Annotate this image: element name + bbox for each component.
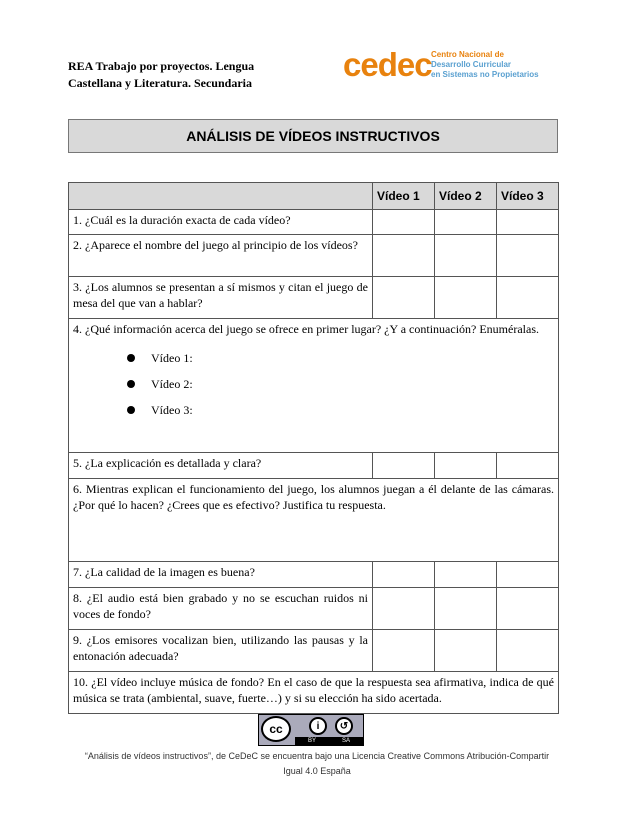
analysis-table <box>68 182 559 714</box>
table-row <box>69 277 559 319</box>
question-8: 8. ¿El audio está bien grabado y no se escuchan ruidos ni voces de fondo? <box>69 588 373 630</box>
logo-word: cedec <box>343 46 432 83</box>
answer-cell[interactable] <box>497 453 559 479</box>
logo-line-1: Centro Nacional de <box>431 50 504 59</box>
cedec-logo <box>343 48 543 88</box>
answer-cell[interactable] <box>373 210 435 235</box>
question-4-cell[interactable] <box>69 319 559 453</box>
question-10[interactable]: 10. ¿El vídeo incluye música de fondo? En el caso de que la respuesta sea afirmativa, indica de qué música se trata (ambiental, suave, fuerte…) y si su elección ha sido acertada. <box>69 672 559 714</box>
col-header-video-2: Vídeo 2 <box>435 183 497 210</box>
by-person-icon: i <box>309 717 327 735</box>
table-row <box>69 562 559 588</box>
question-1: 1. ¿Cuál es la duración exacta de cada vídeo? <box>69 210 373 235</box>
bullet-label: Vídeo 2: <box>151 377 193 391</box>
answer-cell[interactable] <box>435 235 497 277</box>
table-row <box>69 672 559 714</box>
answer-cell[interactable] <box>373 588 435 630</box>
table-row <box>69 319 559 453</box>
table-row <box>69 479 559 562</box>
cc-icon: cc <box>261 716 291 742</box>
bullet-list <box>127 345 554 423</box>
bullet-label: Vídeo 1: <box>151 351 193 365</box>
share-alike-icon: ↺ <box>335 717 353 735</box>
logo-line-3: en Sistemas no Propietarios <box>431 70 539 79</box>
answer-cell[interactable] <box>373 453 435 479</box>
question-6[interactable]: 6. Mientras explican el funcionamiento del juego, los alumnos juegan a él delante de las cámaras. ¿Por qué lo hacen? ¿Crees que es efectivo? Justifica tu respuesta. <box>69 479 559 562</box>
license-bar <box>295 737 363 745</box>
question-4: 4. ¿Qué información acerca del juego se ofrece en primer lugar? ¿Y a continuación? Enuméralas. <box>73 322 539 336</box>
by-label: BY <box>307 738 316 744</box>
bullet-icon <box>127 354 135 362</box>
document-header: REA Trabajo por proyectos. Lengua Castellana y Literatura. Secundaria <box>68 59 255 90</box>
cc-license-badge[interactable] <box>258 714 364 746</box>
question-7: 7. ¿La calidad de la imagen es buena? <box>69 562 373 588</box>
col-header-video-3: Vídeo 3 <box>497 183 559 210</box>
answer-cell[interactable] <box>497 235 559 277</box>
table-row <box>69 235 559 277</box>
sa-label: SA <box>341 738 350 744</box>
logo-subtitle <box>431 50 539 80</box>
answer-cell[interactable] <box>373 277 435 319</box>
answer-cell[interactable] <box>435 562 497 588</box>
page-title: ANÁLISIS DE VÍDEOS INSTRUCTIVOS <box>68 119 558 153</box>
table-row <box>69 453 559 479</box>
license-footer <box>58 749 576 779</box>
answer-cell[interactable] <box>373 562 435 588</box>
col-header-video-1: Vídeo 1 <box>373 183 435 210</box>
answer-cell[interactable] <box>497 277 559 319</box>
bullet-label: Vídeo 3: <box>151 403 193 417</box>
list-item <box>127 371 554 397</box>
list-item <box>127 397 554 423</box>
footer-line-1: “Análisis de vídeos instructivos”, de CeDeC se encuentra bajo una Licencia Creative Commons Atribución-Compartir <box>84 751 550 761</box>
answer-cell[interactable] <box>435 277 497 319</box>
table-row <box>69 588 559 630</box>
logo-line-2: Desarrollo Curricular <box>431 60 512 69</box>
answer-cell[interactable] <box>373 630 435 672</box>
answer-cell[interactable] <box>497 210 559 235</box>
answer-cell[interactable] <box>497 562 559 588</box>
table-row <box>69 630 559 672</box>
answer-cell[interactable] <box>497 588 559 630</box>
answer-cell[interactable] <box>435 453 497 479</box>
footer-line-2: Igual 4.0 España <box>283 766 351 776</box>
answer-cell[interactable] <box>435 588 497 630</box>
answer-cell[interactable] <box>435 630 497 672</box>
question-3: 3. ¿Los alumnos se presentan a sí mismos y citan el juego de mesa del que van a hablar? <box>69 277 373 319</box>
question-5: 5. ¿La explicación es detallada y clara? <box>69 453 373 479</box>
answer-cell[interactable] <box>373 235 435 277</box>
answer-cell[interactable] <box>497 630 559 672</box>
bullet-icon <box>127 380 135 388</box>
table-row <box>69 210 559 235</box>
question-9: 9. ¿Los emisores vocalizan bien, utilizando las pausas y la entonación adecuada? <box>69 630 373 672</box>
answer-cell[interactable] <box>435 210 497 235</box>
table-header-row <box>69 183 559 210</box>
bullet-icon <box>127 406 135 414</box>
question-2: 2. ¿Aparece el nombre del juego al principio de los vídeos? <box>69 235 373 277</box>
list-item <box>127 345 554 371</box>
header-blank-cell <box>69 183 373 210</box>
